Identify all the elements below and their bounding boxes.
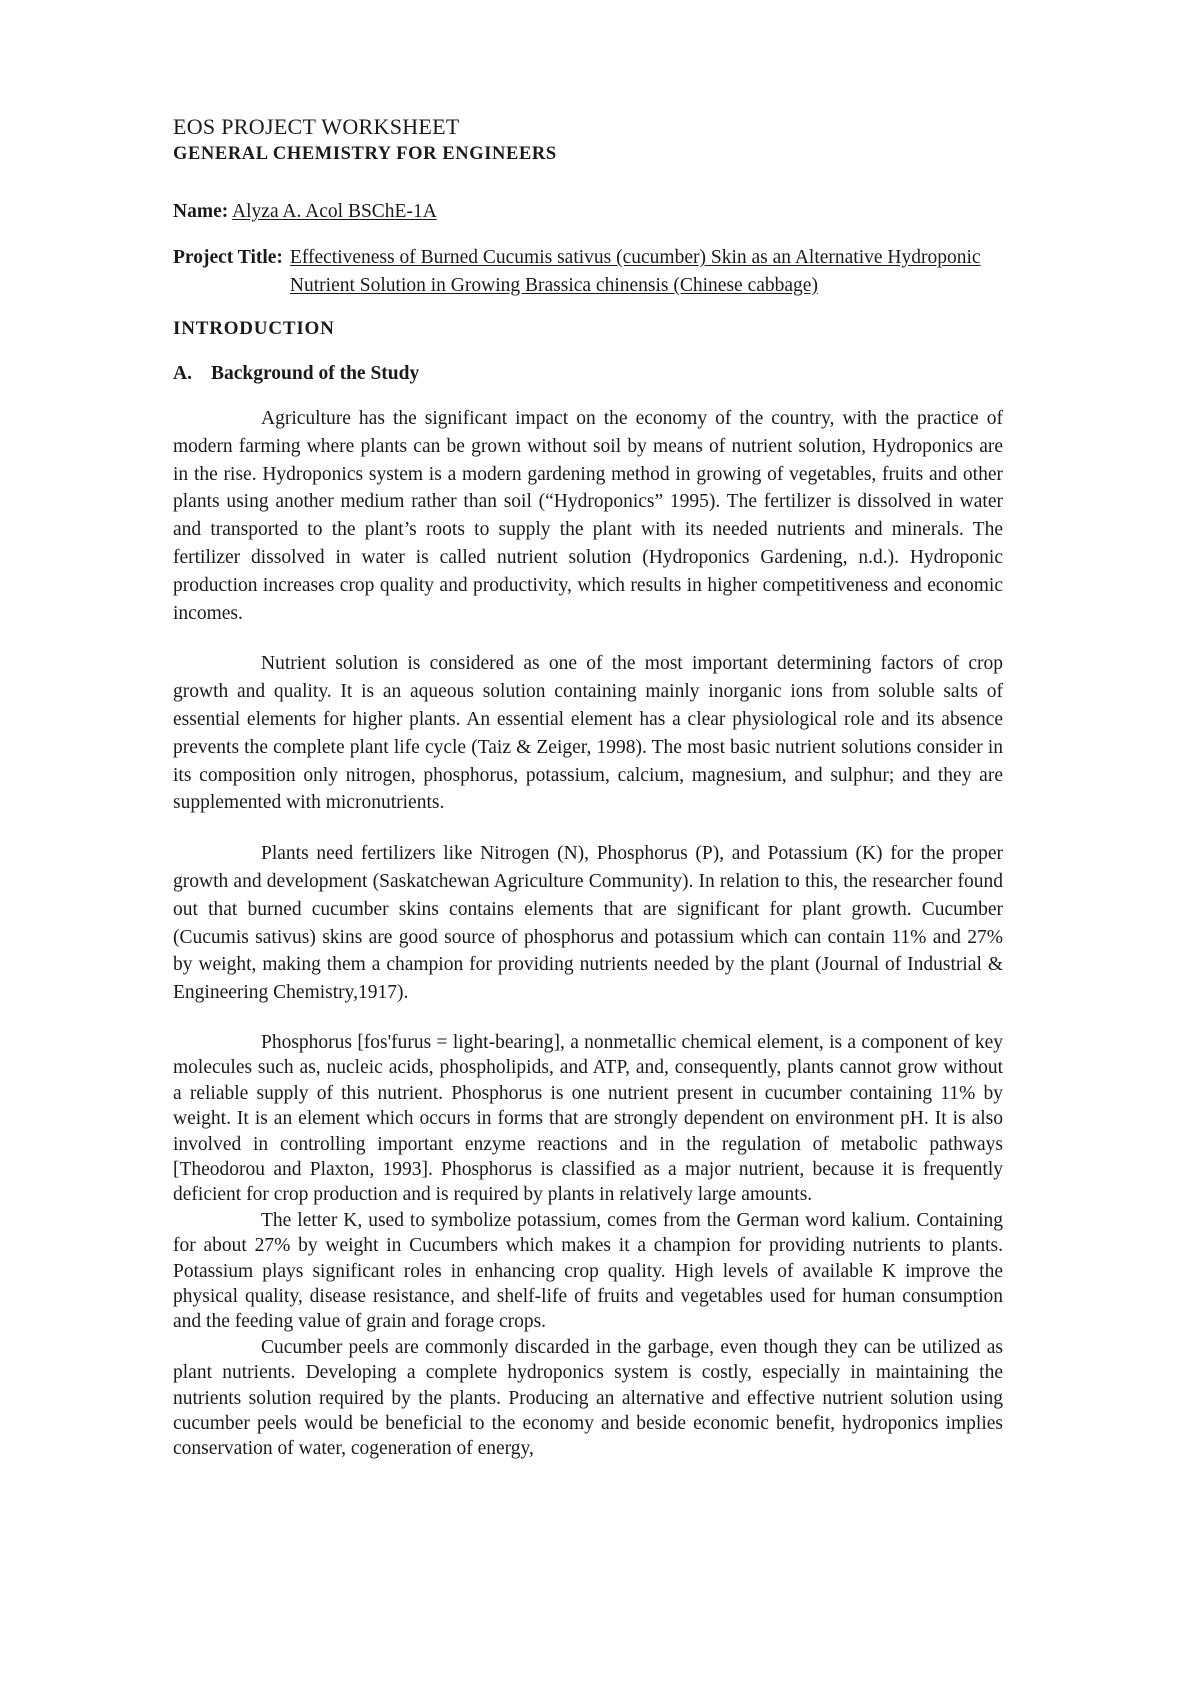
- subsection-title: Background of the Study: [211, 363, 420, 385]
- subsection-heading: [173, 360, 1003, 388]
- course-title: GENERAL CHEMISTRY FOR ENGINEERS: [173, 144, 557, 164]
- subsection-letter: A.: [173, 363, 192, 385]
- section-heading: INTRODUCTION: [173, 318, 335, 340]
- paragraph: Nutrient solution is considered as one of the most important determining factors of crop growth and quality. It is an aqueous solution containing mainly inorganic ions from soluble salts of essential elements for higher plants. An essential element has a clear physiological role and its absence prevents the complete plant life cycle (Taiz & Zeiger, 1998). The most basic nutrient solutions consider in its composition only nitrogen, phosphorus, potassium, calcium, magnesium, and sulphur; and they are supplemented with micronutrients.: [173, 653, 1003, 814]
- name-line: [173, 198, 1003, 226]
- document-body: [173, 112, 1003, 1462]
- project-title-line: [173, 244, 1003, 300]
- paragraph: Plants need fertilizers like Nitrogen (N), Phosphorus (P), and Potassium (K) for the proper growth and development (Saskatchewan Agriculture Community). In relation to this, the researcher found out that burned cucumber skins contains elements that are significant for plant growth. Cucumber (Cucumis sativus) skins are good source of phosphorus and potassium which can contain 11% and 27% by weight, making them a champion for providing nutrients needed by the plant (Journal of Industrial & Engineering Chemistry,1917).: [173, 843, 1003, 1004]
- name-value: Alyza A. Acol BSChE-1A: [232, 201, 437, 222]
- paragraph: Phosphorus [fos'furus = light-bearing], a nonmetallic chemical element, is a component of key molecules such as, nucleic acids, phospholipids, and ATP, and, consequently, plants cannot grow without a reliable supply of this nutrient. Phosphorus is one nutrient present in cucumber containing 11% by weight. It is an element which occurs in forms that are strongly dependent on environment pH. It is also involved in controlling important enzyme reactions and in the regulation of metabolic pathways [Theodorou and Plaxton, 1993]. Phosphorus is classified as a major nutrient, because it is frequently deficient for crop production and is required by plants in relatively large amounts.: [173, 1031, 1003, 1206]
- paragraph: Agriculture has the significant impact on the economy of the country, with the practice of modern farming where plants can be grown without soil by means of nutrient solution, Hydroponics are in the rise. Hydroponics system is a modern gardening method in growing of vegetables, fruits and other plants using another medium rather than soil (“Hydroponics” 1995). The fertilizer is dissolved in water and transported to the plant’s roots to supply the plant with its needed nutrients and minerals. The fertilizer dissolved in water is called nutrient solution (Hydroponics Gardening, n.d.). Hydroponic production increases crop quality and productivity, which results in higher competitiveness and economic incomes.: [173, 407, 1003, 624]
- project-title-value: Effectiveness of Burned Cucumis sativus (cucumber) Skin as an Alternative Hydroponic Nutrient Solution in Growing Brassica chinensis (Chinese cabbage): [289, 246, 981, 296]
- project-title-label: Project Title:: [173, 246, 283, 268]
- name-label: Name:: [173, 201, 229, 222]
- paragraph: The letter K, used to symbolize potassium, comes from the German word kalium. Containing for about 27% by weight in Cucumbers which makes it a champion for providing nutrients to plants. Potassium plays significant roles in enhancing crop quality. High levels of available K improve the physical quality, disease resistance, and shelf-life of fruits and vegetables used for human consumption and the feeding value of grain and forage crops.: [173, 1209, 1003, 1333]
- worksheet-title: EOS PROJECT WORKSHEET: [173, 114, 460, 139]
- paragraph: Cucumber peels are commonly discarded in the garbage, even though they can be utilized as plant nutrients. Developing a complete hydroponics system is costly, especially in maintaining the nutrients solution required by the plants. Producing an alternative and effective nutrient solution using cucumber peels would be beneficial to the economy and beside economic benefit, hydroponics implies conservation of water, cogeneration of energy,: [173, 1336, 1003, 1460]
